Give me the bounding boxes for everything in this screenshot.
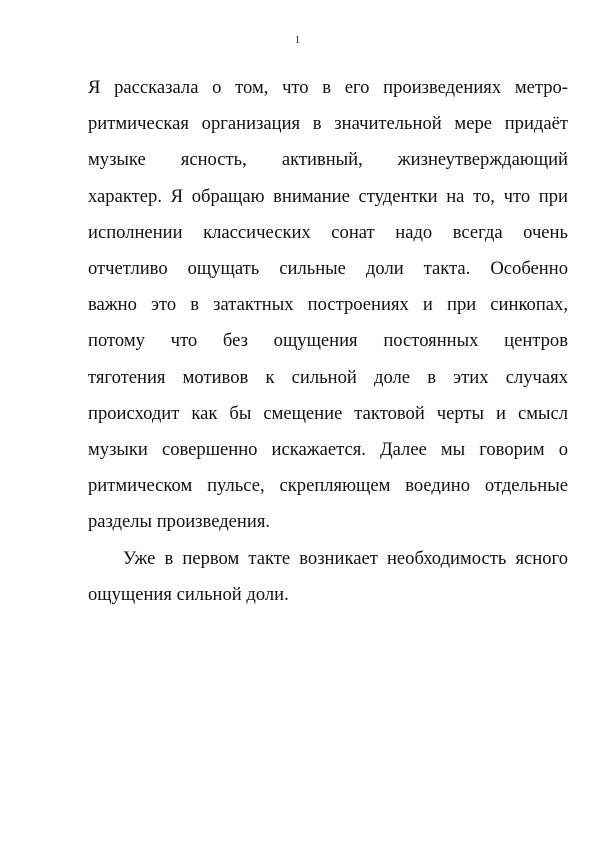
text-line: потому что без ощущения постоянных центров [88, 330, 568, 352]
text-line: ощущения сильной доли. [88, 583, 289, 605]
text-line: важно это в затактных построениях и при синкопах, [88, 294, 568, 316]
paragraph-1 [88, 70, 568, 541]
document-body [88, 70, 568, 613]
text-line: происходит как бы смещение тактовой черты и смысл [88, 402, 568, 424]
text-line: ритмическая организация в значительной мере придаёт [88, 113, 568, 135]
text-line: музыке ясность, активный, жизнеутверждающий [88, 149, 568, 171]
text-line: характер. Я обращаю внимание студентки на то, что при [88, 185, 568, 207]
paragraph-2 [88, 541, 568, 613]
text-line: разделы произведения. [88, 511, 271, 533]
page-number: 1 [295, 35, 300, 46]
text-line: отчетливо ощущать сильные доли такта. Особенно [88, 258, 568, 280]
text-line: музыки совершенно искажается. Далее мы говорим о [88, 439, 568, 461]
text-line: ритмическом пульсе, скрепляющем воедино отдельные [88, 475, 568, 497]
text-line: Я рассказала о том, что в его произведениях метро- [88, 77, 568, 98]
text-line: Уже в первом такте возникает необходимость ясного [123, 547, 568, 569]
text-line: исполнении классических сонат надо всегда очень [88, 221, 568, 243]
text-line: тяготения мотивов к сильной доле в этих случаях [88, 366, 568, 388]
